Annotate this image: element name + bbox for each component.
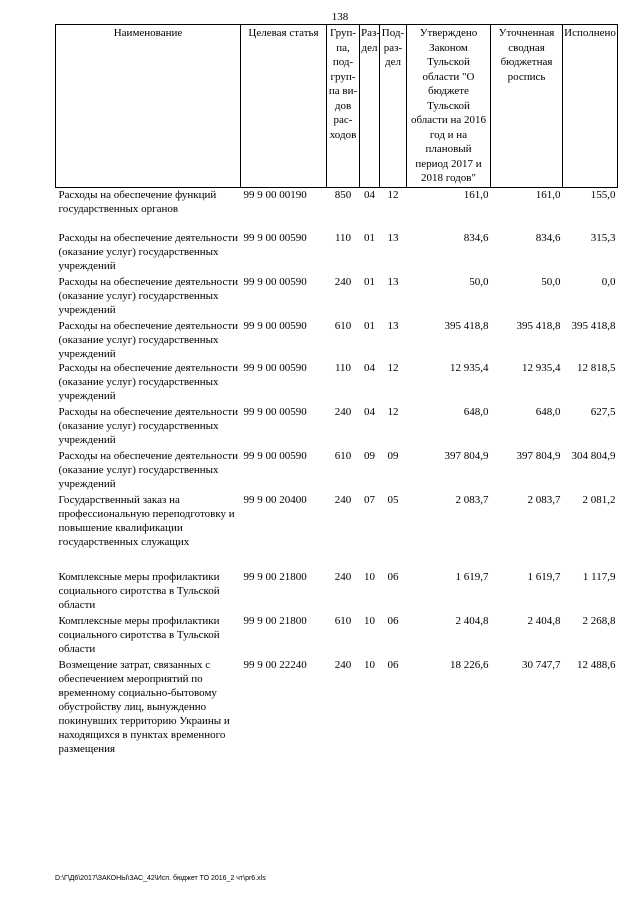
row-executed: 0,0	[601, 276, 616, 288]
row-approved: 2 083,7	[455, 494, 489, 506]
row-approved: 50,0	[469, 276, 489, 288]
row-subsection: 13	[387, 320, 399, 332]
row-group: 240	[334, 494, 352, 506]
table-row	[56, 405, 618, 449]
row-executed: 304 804,9	[571, 450, 616, 462]
row-executed: 2 268,8	[582, 615, 616, 627]
table-row	[56, 187, 618, 231]
row-executed: 627,5	[590, 406, 616, 418]
header-section: Раз-дел	[360, 25, 380, 188]
row-section: 10	[364, 615, 375, 627]
row-group: 110	[334, 232, 352, 244]
row-name-cell: Расходы на обеспечение деятельности (оказание услуг) государственных учреждений	[58, 320, 239, 360]
row-revised: 834,6	[535, 232, 561, 244]
row-revised: 12 935,4	[522, 362, 561, 374]
row-target-code: 99 9 00 20400	[243, 494, 307, 506]
table-row	[56, 319, 618, 361]
row-approved: 395 418,8	[444, 320, 489, 332]
row-group: 240	[334, 659, 352, 671]
header-group: Груп-па, под-груп-па ви-дов рас-ходов	[327, 25, 360, 188]
row-name-cell: Расходы на обеспечение деятельности (оказание услуг) государственных учреждений	[58, 362, 239, 402]
row-revised: 30 747,7	[522, 659, 561, 671]
header-subsection: Под-раз-дел	[380, 25, 407, 188]
row-approved: 2 404,8	[455, 615, 489, 627]
row-name-cell: Возмещение затрат, связанных с обеспечением мероприятий по временному социально-бытовому обустройству лиц, вынужденно покинувших территорию Украины и находящихся в пунктах временного размещения	[58, 659, 230, 755]
table-row	[56, 614, 618, 658]
row-section: 07	[364, 494, 375, 506]
row-approved: 161,0	[463, 188, 489, 201]
row-target-code: 99 9 00 22240	[243, 659, 307, 671]
row-revised: 395 418,8	[516, 320, 561, 332]
row-subsection: 06	[387, 615, 399, 627]
row-name-cell: Расходы на обеспечение функций государственных органов	[58, 188, 217, 215]
row-target-code: 99 9 00 00190	[243, 188, 307, 201]
row-target-code: 99 9 00 21800	[243, 571, 307, 583]
row-target-code: 99 9 00 00590	[243, 276, 307, 288]
row-name-cell: Расходы на обеспечение деятельности (оказание услуг) государственных учреждений	[58, 450, 239, 490]
row-approved: 1 619,7	[455, 571, 489, 583]
row-group: 240	[334, 571, 352, 583]
row-target-code: 99 9 00 21800	[243, 615, 307, 627]
row-section: 01	[364, 276, 375, 288]
row-executed: 12 818,5	[577, 362, 616, 374]
row-group: 610	[334, 320, 352, 332]
row-revised: 1 619,7	[527, 571, 561, 583]
row-section: 01	[364, 232, 375, 244]
row-subsection: 06	[387, 659, 399, 671]
row-revised: 2 083,7	[527, 494, 561, 506]
row-group: 610	[334, 615, 352, 627]
row-section: 04	[364, 406, 375, 418]
row-name-cell: Расходы на обеспечение деятельности (оказание услуг) государственных учреждений	[58, 406, 239, 446]
row-section: 09	[364, 450, 375, 462]
row-approved: 397 804,9	[444, 450, 489, 462]
table-row	[56, 570, 618, 614]
table-row	[56, 658, 618, 768]
row-name-cell: Комплексные меры профилактики социального сиротства в Тульской области	[58, 615, 220, 655]
row-executed: 315,3	[590, 232, 616, 244]
row-name-cell: Комплексные меры профилактики социального сиротства в Тульской области	[58, 571, 220, 611]
row-subsection: 09	[387, 450, 399, 462]
row-revised: 161,0	[535, 188, 561, 201]
file-path-footer: D:\Г\Д6\2017\ЗАКОНЫ\ЗАС_42\Исп. бюджет ТО 2016_2 чт\pr6.xls	[55, 875, 266, 882]
row-name-cell: Расходы на обеспечение деятельности (оказание услуг) государственных учреждений	[58, 232, 239, 272]
row-approved: 18 226,6	[450, 659, 489, 671]
row-group: 850	[334, 188, 352, 201]
row-name-cell: Расходы на обеспечение деятельности (оказание услуг) государственных учреждений	[58, 276, 239, 316]
header-name: Наименование	[56, 25, 241, 188]
row-executed: 12 488,6	[577, 659, 616, 671]
row-group: 610	[334, 450, 352, 462]
row-executed: 2 081,2	[582, 494, 616, 506]
budget-table	[55, 24, 618, 768]
table-row	[56, 275, 618, 319]
page-number: 138	[331, 11, 349, 23]
row-subsection: 12	[387, 406, 399, 418]
row-subsection: 13	[387, 232, 399, 244]
row-subsection: 13	[387, 276, 399, 288]
row-target-code: 99 9 00 00590	[243, 232, 307, 244]
row-subsection: 12	[387, 362, 399, 374]
row-approved: 12 935,4	[450, 362, 489, 374]
row-group: 240	[334, 406, 352, 418]
header-revised: Уточненная сводная бюджетная роспись	[491, 25, 563, 188]
header-row	[56, 25, 618, 188]
row-revised: 50,0	[541, 276, 561, 288]
row-target-code: 99 9 00 00590	[243, 406, 307, 418]
table-row	[56, 361, 618, 405]
row-group: 240	[334, 276, 352, 288]
row-group: 110	[334, 362, 352, 374]
row-approved: 648,0	[463, 406, 489, 418]
table-row	[56, 449, 618, 493]
row-section: 01	[364, 320, 375, 332]
row-section: 04	[364, 188, 375, 201]
row-executed: 1 117,9	[582, 571, 616, 583]
header-executed: Исполнено	[563, 25, 618, 188]
table-row	[56, 493, 618, 570]
row-revised: 397 804,9	[516, 450, 561, 462]
row-name-cell: Государственный заказ на профессиональную переподготовку и повышение квалификации государственных служащих	[58, 494, 235, 548]
row-subsection: 12	[387, 188, 399, 201]
header-target: Целевая статья	[241, 25, 327, 188]
header-approved: Утверждено Законом Тульской области "О бюджете Тульской области на 2016 год и на плановый период 2017 и 2018 годов"	[407, 25, 491, 188]
row-subsection: 06	[387, 571, 399, 583]
row-revised: 2 404,8	[527, 615, 561, 627]
row-section: 04	[364, 362, 375, 374]
row-approved: 834,6	[463, 232, 489, 244]
row-subsection: 05	[387, 494, 399, 506]
row-section: 10	[364, 659, 375, 671]
row-section: 10	[364, 571, 375, 583]
row-executed: 395 418,8	[571, 320, 616, 332]
row-executed: 155,0	[590, 188, 616, 201]
table-row	[56, 231, 618, 275]
row-target-code: 99 9 00 00590	[243, 450, 307, 462]
row-target-code: 99 9 00 00590	[243, 320, 307, 332]
row-target-code: 99 9 00 00590	[243, 362, 307, 374]
row-revised: 648,0	[535, 406, 561, 418]
